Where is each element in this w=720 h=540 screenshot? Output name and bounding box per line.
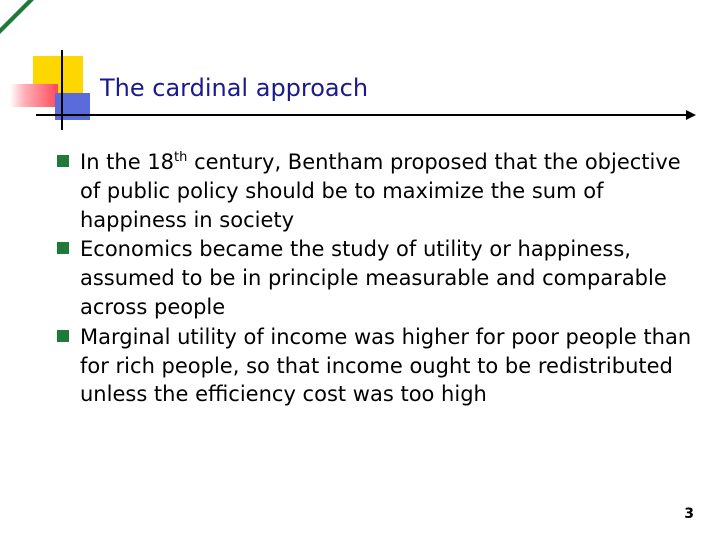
corner-triangle-inner — [0, 0, 28, 28]
bullet-item — [57, 235, 697, 321]
bullet-text-post: century, Bentham proposed that the objective of public policy should be to maximize the sum of happiness in society — [80, 150, 681, 232]
square-bullet-icon — [57, 155, 69, 167]
rule-arrowhead-icon — [686, 110, 696, 120]
page-number: 3 — [684, 506, 694, 522]
bullet-item — [57, 323, 697, 409]
bullet-text-pre: In the 18 — [80, 150, 175, 174]
title-underline-rule — [36, 114, 688, 116]
bullet-item — [57, 148, 697, 234]
title-decoration-vertical-line — [61, 50, 63, 130]
bullet-text: Economics became the study of utility or happiness, assumed to be in principle measurable and comparable across people — [80, 237, 667, 319]
bullet-list — [57, 148, 697, 410]
bullet-text-superscript: th — [174, 150, 188, 165]
bullet-text: Marginal utility of income was higher for poor people than for rich people, so that income ought to be redistributed unless the efficiency cost was too high — [80, 324, 692, 407]
square-bullet-icon — [57, 330, 69, 342]
square-bullet-icon — [57, 242, 69, 254]
slide-title: The cardinal approach — [100, 74, 369, 102]
title-decoration-pink-bar — [10, 84, 58, 107]
